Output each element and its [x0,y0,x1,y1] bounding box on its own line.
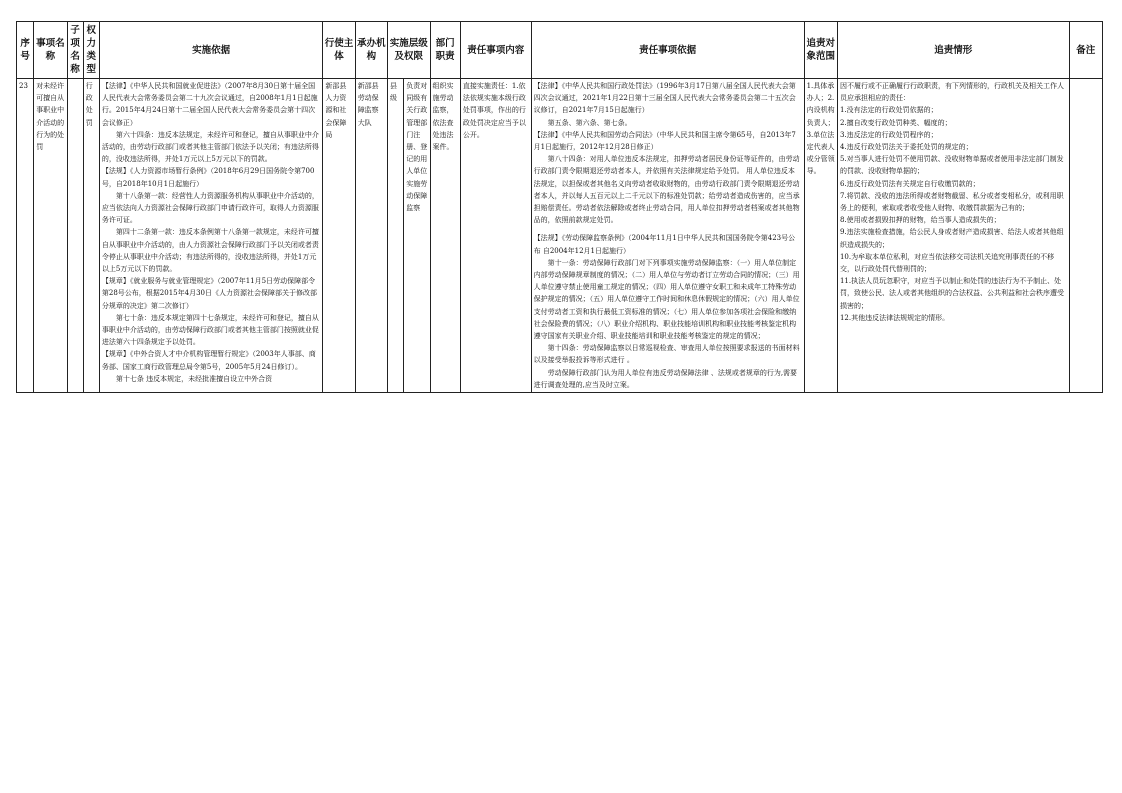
case-item: 6.违反行政处罚法有关规定自行收缴罚款的； [839,179,980,188]
header-sub-item-name: 子项名称 [67,22,83,79]
cell-resp-content: 直接实施责任：1.依法依规实施本级行政处罚事项，作出的行政处罚决定应当予以公开。 [460,79,531,393]
header-seq: 序号 [17,22,34,79]
basis-paragraph: 【法律】《中华人民共和国就业促进法》（2007年8月30日第十届全国人民代表大会常务委员会第二十九次会议通过，自2008年1月1日起施行。2015年4月24日第十二届全国人民代表大会常务委员会第十四次会议修正） [101,82,318,127]
case-item: 10.为牟取本单位私利，对应当依法移交司法机关追究刑事责任的不移交，以行政处罚代替刑罚的； [839,252,1055,274]
cell-power-type: 行政处罚 [83,79,99,393]
resp-basis-paragraph: 第五条、第六条、第七条。 [547,118,632,127]
resp-basis-paragraph: 【法律】《中华人民共和国行政处罚法》（1996年3月17日第八届全国人民代表大会第四次会议通过，2021年1月22日第十三届全国人民代表大会常务委员会第二十五次会议修订，自2021年7月15日起施行） [533,82,796,115]
resp-basis-paragraph: 第十四条：劳动保障监察以日常巡视检查、审查用人单位按照要求报送的书面材料以及接受举报投诉等形式进行 。 [533,344,800,365]
case-item: 4.违反行政处罚法关于委托处罚的规定的； [839,143,973,152]
case-item: 8.使用或者损毁扣押的财物，给当事人造成损失的； [839,216,1001,225]
basis-paragraph: 第七十条：违反本规定第四十七条规定，未经许可和登记，擅自从事职业中介活动的，由劳动保障行政部门或者其他主管部门按照就业促进法第六十四条规定予以处罚。 [101,313,319,347]
cell-subject: 新邵县人力资源和社会保障局 [323,79,355,393]
cell-resp-basis [531,79,804,393]
cell-remark [1069,79,1103,393]
basis-paragraph: 第十七条 违反本规定，未经批准擅自设立中外合资 [115,374,273,383]
cell-accountable-scope: 1.具体承办人；2.内设机构负责人；3.单位法定代表人或分管领导。 [804,79,837,393]
case-item: 11.执法人员玩忽职守，对应当予以制止和处罚的违法行为不予制止、处罚，致使公民、法人或者其他组织的合法权益、公共利益和社会秩序遭受损害的； [839,277,1064,310]
cell-basis [99,79,322,393]
basis-paragraph: 【法规】《人力资源市场暂行条例》（2018年6月29日国务院令第700号，自2018年10月1日起施行） [101,167,315,188]
header-dept-duty: 部门职责 [430,22,460,79]
cell-seq: 23 [17,79,34,393]
case-item: 9.违法实施检查措施，给公民人身或者财产造成损害、给法人或者其他组织造成损失的； [839,228,1064,249]
header-accountable-cases: 追责情形 [837,22,1069,79]
case-item: 2.擅自改变行政处罚种类、幅度的； [839,118,952,127]
header-organ: 承办机构 [355,22,387,79]
responsibility-table [16,21,1103,393]
case-item: 因不履行或不正确履行行政职责，有下列情形的，行政机关及相关工作人员应承担相应的责任： [839,82,1064,103]
case-item: 1.没有法定的行政处罚依据的； [839,106,938,115]
header-resp-basis: 责任事项依据 [531,22,804,79]
cell-organ: 新邵县劳动保障监察大队 [355,79,387,393]
cell-dept-duty: 组织实施劳动监察，依法查处违法案件。 [430,79,460,393]
basis-paragraph: 第十八条第一款：经营性人力资源服务机构从事职业中介活动的，应当依法向人力资源社会保障行政部门申请行政许可，取得人力资源服务许可证。 [101,191,319,225]
basis-paragraph: 第四十二条第一款：违反本条例第十八条第一款规定，未经许可擅自从事职业中介活动的，由人力资源社会保障行政部门予以关闭或者责令停止从事职业中介活动；有违法所得的，没收违法所得，并处1万元以上5万元以下的罚款。 [101,228,319,274]
header-accountable-scope: 追责对象范围 [804,22,837,79]
resp-basis-paragraph: 第八十四条：对用人单位违反本法规定，扣押劳动者居民身份证等证件的，由劳动行政部门责令限期退还劳动者本人，并依照有关法律规定给予处罚。 用人单位违反本法规定，以担保或者其他名义向劳动者收取财物的，由劳动行政部门责令限期退还劳动者本人，并以每人五百元以上二千元以下的标准处罚款；给劳动者造成伤害的，应当承担赔偿责任。劳动者依法解除或者终止劳动合同，用人单位扣押劳动者档案或者其他物品的，依照前款规定处罚。 [533,155,800,225]
resp-basis-paragraph: 【法规】《劳动保障监察条例》（2004年11月1日中华人民共和国国务院令第423号公布 自2004年12月1日起施行） [533,234,796,255]
header-basis: 实施依据 [99,22,322,79]
header-row [17,22,1103,79]
header-level: 实施层级及权限 [388,22,430,79]
resp-basis-paragraph: 第十一条：劳动保障行政部门对下列事项实施劳动保障监察：（一）用人单位制定内部劳动保障规章制度的情况；（二）用人单位与劳动者订立劳动合同的情况；（三）用人单位遵守禁止使用童工规定的情况；（四）用人单位遵守女职工和未成年工特殊劳动保护规定的情况；（五）用人单位遵守工作时间和休息休假规定的情况；（六）用人单位支付劳动者工资和执行最低工资标准的情况；（七）用人单位参加各项社会保险和缴纳社会保险费的情况；（八）职业介绍机构、职业技能培训机构和职业技能考核鉴定机构遵守国家有关职业介绍、职业技能培训和职业技能考核鉴定的规定的情况； [533,258,800,341]
table-row [17,79,1103,393]
header-item-name: 事项名称 [34,22,67,79]
case-item: 7.将罚款、没收的违法所得或者财物截留、私分或者变相私分，或利用职务上的便利，索取或者收受他人财物、收缴罚款据为己有的； [839,191,1064,213]
case-item: 5.对当事人进行处罚不使用罚款、没收财物单据或者使用非法定部门制发的罚款、没收财物单据的； [839,155,1064,176]
header-power-type: 权力类型 [83,22,99,79]
header-subject: 行使主体 [323,22,355,79]
cell-level: 县级 [388,79,404,393]
header-remark: 备注 [1069,22,1103,79]
resp-basis-paragraph: 劳动保障行政部门认为用人单位有违反劳动保障法律 、法规或者规章的行为,需要进行调查处理的,应当及时立案。 [533,368,798,389]
cell-level-power: 负责对同级有关行政管理部门注册、登记的用人单位实施劳动保障监察 [404,79,430,393]
basis-paragraph: 第六十四条：违反本法规定，未经许可和登记，擅自从事职业中介活动的，由劳动行政部门或者其他主管部门依法予以关闭；有违法所得的，没收违法所得，并处1万元以上5万元以下的罚款。 [101,130,319,164]
case-item: 12.其他违反法律法规规定的情形。 [839,313,950,322]
cell-accountable-cases [837,79,1069,393]
cell-sub-item-name [67,79,83,393]
case-item: 3.违反法定的行政处罚程序的； [839,130,938,139]
cell-item-name: 对未经许可擅自从事职业中介活动的行为的处罚 [34,79,67,393]
basis-paragraph: 【规章】《中外合资人才中介机构管理暂行规定》（2003年人事部、商务部、国家工商行政管理总局令第5号，2005年5月24日修订）。 [101,350,316,371]
header-resp-content: 责任事项内容 [460,22,531,79]
resp-basis-paragraph: 【法律】《中华人民共和国劳动合同法》（中华人民共和国主席令第65号，自2013年7月1日起施行，2012年12月28日修正） [533,130,796,152]
basis-paragraph: 【规章】《就业服务与就业管理规定》（2007年11月5日劳动保障部令第28号公布，根据2015年4月30日《人力资源社会保障部关于修改部分规章的决定》第二次修订） [101,277,317,310]
